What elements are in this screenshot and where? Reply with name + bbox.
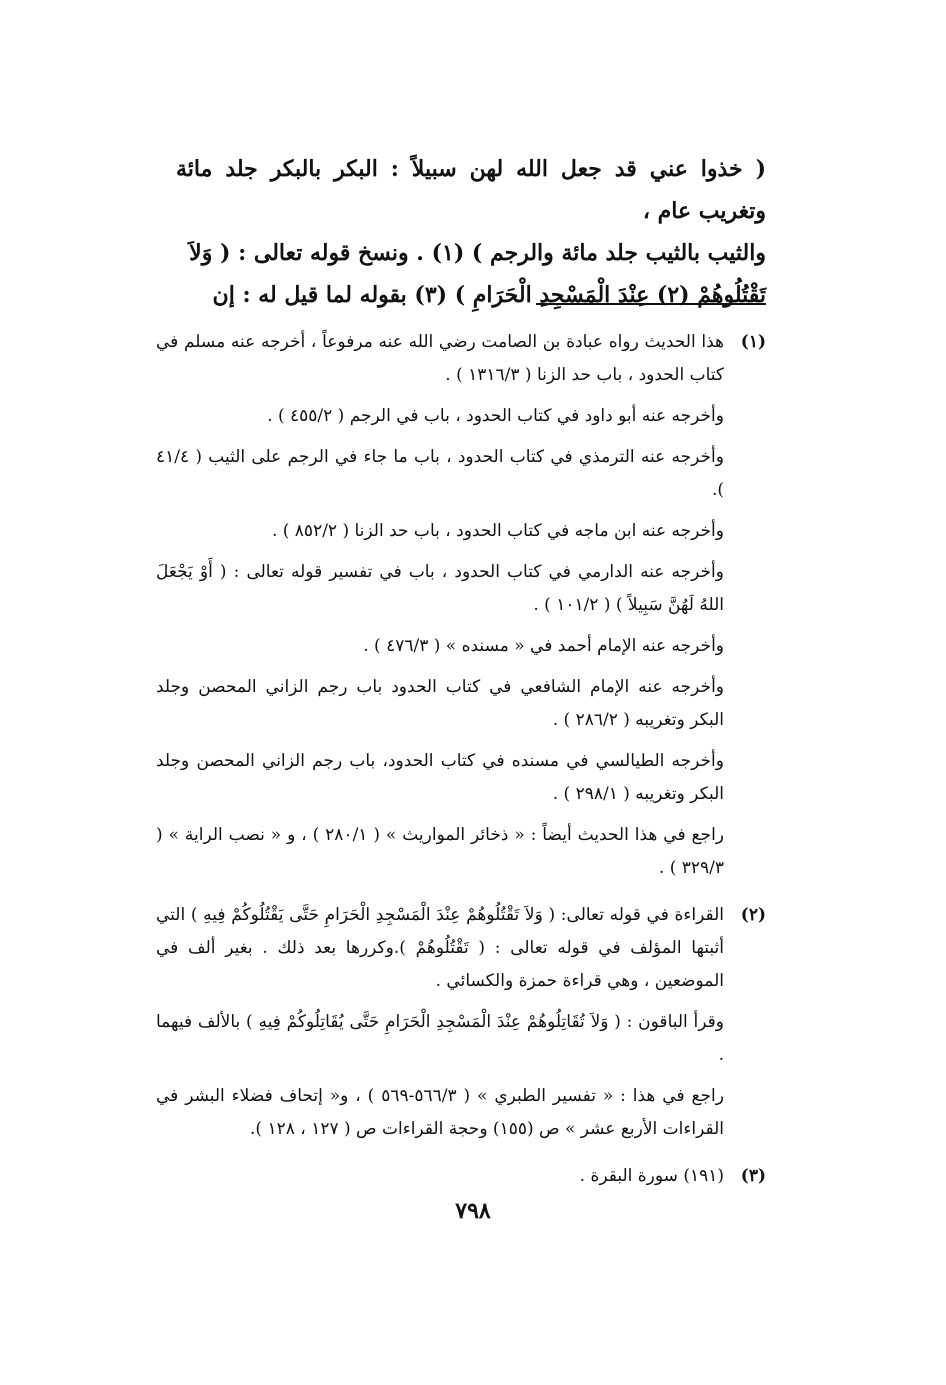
footnote-paragraph: وأخرجه عنه أبو داود في كتاب الحدود ، باب في الرجم ( ٤٥٥/٢ ) .	[267, 406, 724, 426]
footnote-paragraph: (١٩١) سورة البقرة .	[579, 1166, 724, 1186]
footnote-paragraph: هذا الحديث رواه عبادة بن الصامت رضي الله عنه مرفوعاً ، أخرجه عنه مسلم في كتاب الحدود ، باب حد الزنا ( ١٣١٦/٣ ) .	[156, 332, 724, 385]
footnote-number: (١)	[740, 332, 766, 352]
footnote-body	[156, 326, 724, 893]
footnote-body	[156, 899, 724, 1154]
footnote-body	[156, 1160, 724, 1201]
main-text-line: تَقْتُلُوهُمْ (٢) عِنْدَ الْمَسْجِدِ الْحَرَامِ ) (٣) بقوله لما قيل له : إن	[212, 282, 766, 308]
page-number: ٧٩٨	[455, 1198, 491, 1224]
footnote-paragraph: القراءة في قوله تعالى: ( وَلاَ تَقْتُلُوهُمْ عِنْدَ الْمَسْجِدِ الْحَرَامِ حَتَّى يَقْتُلُوكُمْ فِيهِ ) التي أثبتها المؤلف في قوله تعالى : ( تَقْتُلُوهُمْ ).وكررها بعد ذلك . بغير ألف في الموضعين ، وهي قراءة حمزة والكسائي .	[156, 905, 724, 991]
footnote-paragraph: راجع في هذا : « تفسير الطبري » ( ٥٦٦/٣-٥٦٩ ) ، و« إتحاف فضلاء البشر في القراءات الأربع عشر » ص (١٥٥) وحجة القراءات ص ( ١٢٧ ، ١٢٨ ).	[156, 1086, 724, 1139]
footnote-separator	[536, 303, 766, 305]
footnote-1	[156, 326, 766, 893]
footnote-paragraph: وأخرجه عنه الإمام أحمد في « مسنده » ( ٤٧٦/٣ ) .	[363, 636, 724, 656]
main-text-line: والثيب بالثيب جلد مائة والرجم ) (١) . ونسخ قوله تعالى : ( وَلاَ	[189, 240, 766, 266]
footnote-paragraph: وأخرجه الطيالسي في مسنده في كتاب الحدود، باب رجم الزاني المحصن وجلد البكر وتغريبه ( ٢٩٨/١ ) .	[156, 751, 724, 804]
main-text	[176, 148, 766, 316]
main-text-line: ( خذوا عني قد جعل الله لهن سبيلاً : البكر بالبكر جلد مائة وتغريب عام ،	[176, 156, 766, 224]
footnote-paragraph: راجع في هذا الحديث أيضاً : « ذخائر المواريث » ( ٢٨٠/١ ) ، و « نصب الراية » ( ٣٢٩/٣ ) .	[156, 825, 724, 878]
footnote-number: (٣)	[740, 1166, 766, 1186]
footnote-paragraph: وأخرجه عنه الترمذي في كتاب الحدود ، باب ما جاء في الرجم على الثيب ( ٤١/٤ ).	[156, 447, 724, 500]
footnotes	[156, 326, 766, 1207]
footnote-2	[156, 899, 766, 1154]
footnote-paragraph: وقرأ الباقون : ( وَلاَ تُقَاتِلُوهُمْ عِنْدَ الْمَسْجِدِ الْحَرَامِ حَتَّى يُقَاتِلُوكُمْ فِيهِ ) بالألف فيهما .	[156, 1012, 724, 1065]
footnote-paragraph: وأخرجه عنه الدارمي في كتاب الحدود ، باب في تفسير قوله تعالى : ( أَوْ يَجْعَلَ اللهُ لَهُنَّ سَبِيلاً ) ( ١٠١/٢ ) .	[156, 562, 724, 615]
footnote-3	[156, 1160, 766, 1201]
footnote-paragraph: وأخرجه عنه ابن ماجه في كتاب الحدود ، باب حد الزنا ( ٨٥٢/٢ ) .	[271, 521, 724, 541]
footnote-paragraph: وأخرجه عنه الإمام الشافعي في كتاب الحدود باب رجم الزاني المحصن وجلد البكر وتغريبه ( ٢٨٦/٢ ) .	[156, 677, 724, 730]
footnote-number: (٢)	[740, 905, 766, 925]
